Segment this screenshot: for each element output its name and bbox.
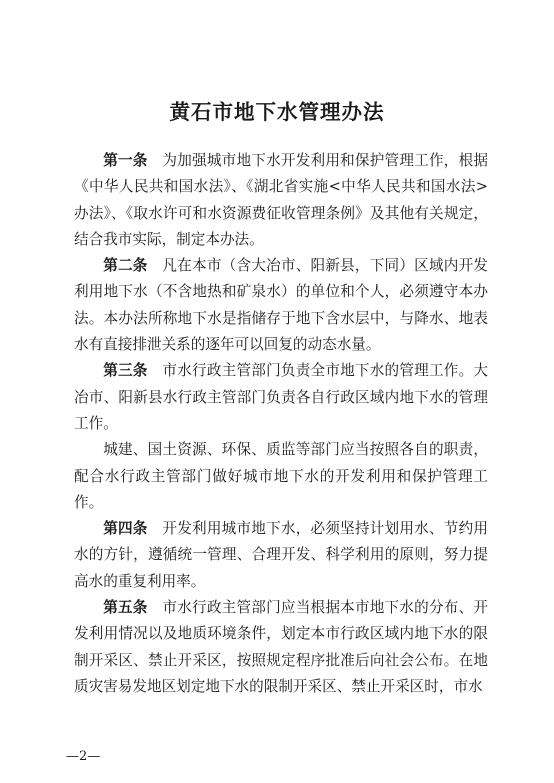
paragraph-text: 开发利用城市地下水，必须坚持计划用水、节约用水的方针，遵循统一管理、合理开发、科学利用的原则，努力提高水的重复利用率。 <box>74 520 488 590</box>
paragraph-text: 凡在本市（含大冶市、阳新县，下同）区域内开发利用地下水（不含地热和矿泉水）的单位和个人，必须遵守本办法。本办法所称地下水是指储存于地下含水层中，与降水、地表水有直接排泄关系的逐年可以回复的动态水量。 <box>74 257 488 354</box>
paragraph-text: 市水行政主管部门负责全市地下水的管理工作。大冶市、阳新县水行政主管部门负责各自行政区域内地下水的管理工作。 <box>74 362 488 432</box>
article-label: 第二条 <box>103 257 148 275</box>
page-number: —2— <box>66 749 101 764</box>
article-label: 第三条 <box>103 362 148 380</box>
paragraph-article-5 <box>74 595 488 700</box>
paragraph-text: 为加强城市地下水开发利用和保护管理工作，根据《中华人民共和国水法》、《湖北省实施<中华人民共和国水法>办法》、《取水许可和水资源费征收管理条例》及其他有关规定，结合我市实际，制定本办法。 <box>74 152 488 248</box>
document-body <box>74 148 488 700</box>
paragraph-article-3-continued <box>74 437 488 516</box>
document-title: 黄石市地下水管理办法 <box>169 100 385 124</box>
article-label: 第一条 <box>103 152 148 169</box>
paragraph-text: 城建、国土资源、环保、质监等部门应当按照各自的职责，配合水行政主管部门做好城市地下水的开发利用和保护管理工作。 <box>74 441 488 511</box>
article-label: 第五条 <box>103 599 148 617</box>
paragraph-text: 市水行政主管部门应当根据本市地下水的分布、开发利用情况以及地质环境条件，划定本市行政区域内地下水的限制开采区、禁止开采区，按照规定程序批准后向社会公布。在地质灾害易发地区划定地下水的限制开采区、禁止开采区时，市水 <box>74 599 488 695</box>
paragraph-article-1 <box>74 148 488 253</box>
paragraph-article-2 <box>74 253 488 358</box>
article-label: 第四条 <box>103 520 148 538</box>
paragraph-article-4 <box>74 516 488 595</box>
paragraph-article-3 <box>74 358 488 437</box>
